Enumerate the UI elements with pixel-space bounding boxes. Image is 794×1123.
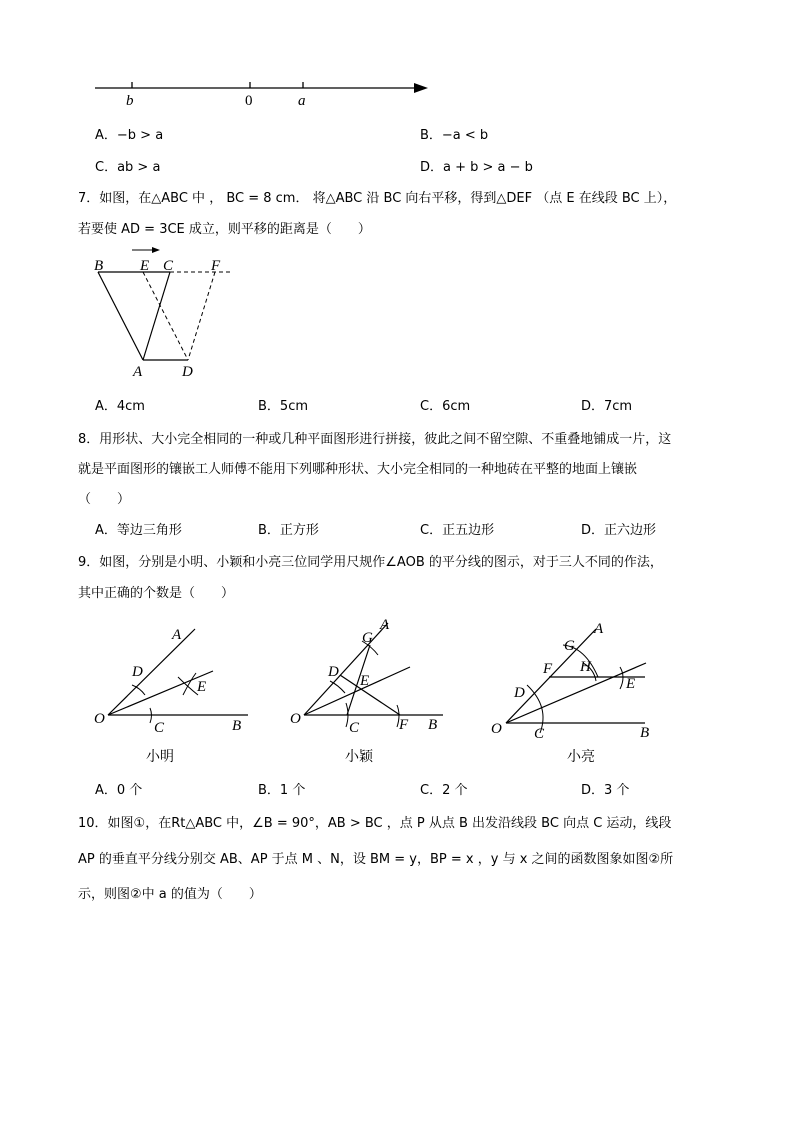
q8-option-c[interactable]: C．正五边形 (420, 523, 495, 538)
q9f3-caption: 小亮 (567, 749, 595, 765)
number-line (0, 0, 794, 120)
q8-line2: 就是平面图形的镶嵌工人师傅不能用下列哪种形状、大小完全相同的一种地砖在平整的地面上镶嵌 (78, 462, 638, 477)
q9f2-label-o: O (290, 711, 301, 727)
q9f2-label-d: D (328, 664, 339, 680)
q7-line1: 7．如图，在△ABC 中 ， BC = 8 cm． 将△ABC 沿 BC 向右平移，得到△DEF （点 E 在线段 BC 上）， (78, 191, 677, 206)
q8-line1: 8．用形状、大小完全相同的一种或几种平面图形进行拼接，彼此之间不留空隙、不重叠地铺成一片，这 (78, 432, 672, 447)
q9-figure-xiaoliang (0, 615, 700, 775)
q9f2-label-e: E (360, 673, 370, 689)
q9f1-label-o: O (94, 711, 105, 727)
q9f2-label-b: B (428, 717, 438, 733)
q9-option-b[interactable]: B．1 个 (258, 783, 306, 798)
q9-option-d[interactable]: D．3 个 (581, 783, 630, 798)
q9f3-label-d: D (514, 685, 525, 701)
q7-figure (0, 240, 260, 385)
q9f3-label-b: B (640, 725, 650, 741)
q9f3-label-f: F (543, 661, 553, 677)
q7-option-d[interactable]: D．7cm (581, 399, 633, 414)
numline-a: a (298, 93, 306, 109)
q6-option-a[interactable]: A．−b > a (95, 128, 164, 143)
q9f3-label-o: O (491, 721, 502, 737)
q7-label-b: B (94, 258, 104, 274)
q9f1-label-e: E (197, 679, 207, 695)
q7-option-c[interactable]: C．6cm (420, 399, 471, 414)
q7-label-f: F (211, 258, 221, 274)
q9f3-label-e: E (626, 676, 636, 692)
q9f2-label-g: G (362, 630, 373, 646)
q6-option-b[interactable]: B．−a < b (420, 128, 489, 143)
q9f1-caption: 小明 (146, 749, 174, 765)
q7-label-a: A (133, 364, 143, 380)
q9f2-caption: 小颖 (345, 749, 373, 765)
q10-line3: 示，则图②中 a 的值为（ ） (78, 887, 262, 902)
q7-label-e: E (140, 258, 150, 274)
numline-zero: 0 (245, 93, 253, 109)
q9f2-label-c: C (349, 720, 360, 736)
q9f1-label-b: B (232, 718, 242, 734)
q9f2-label-f: F (399, 717, 409, 733)
q8-line3: （ ） (78, 492, 131, 507)
q10-line2: AP 的垂直平分线分别交 AB、AP 于点 M 、N，设 BM = y，BP = x ，y 与 x 之间的函数图象如图②所 (78, 852, 674, 867)
q9f1-label-d: D (132, 664, 143, 680)
q7-label-d: D (182, 364, 193, 380)
q9f3-label-c: C (534, 726, 545, 742)
q9-option-a[interactable]: A．0 个 (95, 783, 143, 798)
q9f1-label-a: A (172, 627, 182, 643)
q7-option-a[interactable]: A．4cm (95, 399, 145, 414)
q6-option-c[interactable]: C．ab > a (95, 160, 161, 175)
q10-line1: 10．如图①，在Rt△ABC 中，∠B = 90°，AB > BC ，点 P 从点 B 出发沿线段 BC 向点 C 运动，线段 (78, 816, 672, 831)
q7-option-b[interactable]: B．5cm (258, 399, 309, 414)
q7-line2: 若要使 AD = 3CE 成立，则平移的距离是（ ） (78, 222, 371, 237)
q6-option-d[interactable]: D．a + b > a − b (420, 160, 533, 175)
numline-b: b (126, 93, 134, 109)
q9-line2: 其中正确的个数是（ ） (78, 586, 235, 601)
q9f3-label-a: A (594, 621, 604, 637)
q9f3-label-h: H (580, 659, 591, 675)
q9f2-label-a: A (380, 617, 390, 633)
q8-option-b[interactable]: B．正方形 (258, 523, 319, 538)
q7-label-c: C (163, 258, 174, 274)
q9f3-label-g: G (564, 638, 575, 654)
q9-line1: 9．如图，分别是小明、小颖和小亮三位同学用尺规作∠AOB 的平分线的图示，对于三人不同的作法， (78, 555, 663, 570)
q9f1-label-c: C (154, 720, 165, 736)
q8-option-d[interactable]: D．正六边形 (581, 523, 657, 538)
q8-option-a[interactable]: A．等边三角形 (95, 523, 182, 538)
q9-option-c[interactable]: C．2 个 (420, 783, 468, 798)
